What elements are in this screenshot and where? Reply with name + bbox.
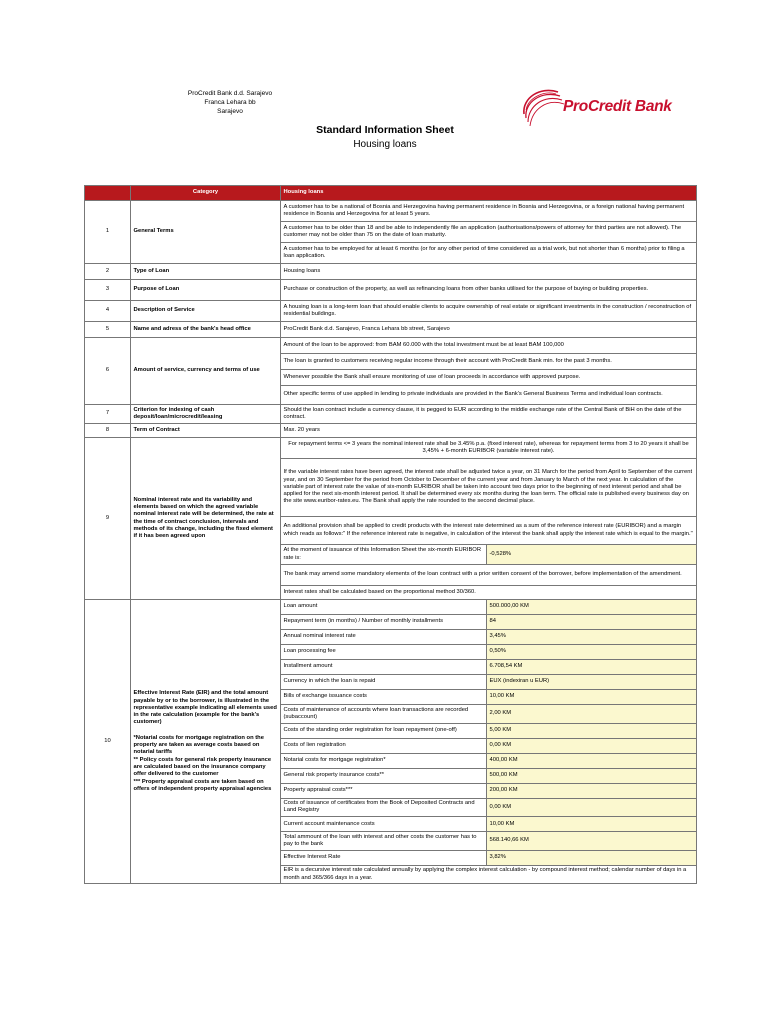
row-number: 7 bbox=[85, 405, 131, 424]
header-housing-loans: Housing loans bbox=[281, 186, 697, 201]
row-text: Other specific terms of use applied in lending to private individuals are provided in the Bank's General Business Terms and individual loan contracts. bbox=[281, 386, 697, 405]
row-text: The loan is granted to customers receiving regular income through their account with ProCredit Bank min. for the past 3 months. bbox=[281, 354, 697, 370]
example-label: Effective Interest Rate bbox=[281, 850, 487, 865]
row-text: Housing loans bbox=[281, 264, 697, 280]
row-label bbox=[131, 600, 281, 884]
row-label: Purpose of Loan bbox=[131, 280, 281, 301]
example-label: Bills of exchange issuance costs bbox=[281, 690, 487, 705]
row-text: A customer has to be employed for at least 6 months (or for any other period of time considered as a trial work, but not shorter than 6 months) prior to filing a loan application. bbox=[281, 243, 697, 264]
table-row bbox=[85, 322, 697, 338]
example-label: Property appraisal costs*** bbox=[281, 783, 487, 798]
table-row bbox=[85, 338, 697, 354]
row-label: Amount of service, currency and terms of use bbox=[131, 338, 281, 405]
row-label: Nominal interest rate and its variability and elements based on which the agreed variable nominal interest rate will be determined, the rate at the time of contract conclusion, intervals and methods of its change, including the fixed element if it has been agreed upon bbox=[131, 438, 281, 600]
euribor-value: -0,528% bbox=[487, 545, 697, 565]
row-label: Criterion for indexing of cash deposit/loan/microcredit/leasing bbox=[131, 405, 281, 424]
insurance-footnote: ** Policy costs for general risk property insurance are calculated based on the insurance company offer delivered to the customer bbox=[133, 756, 272, 778]
address-line-1: ProCredit Bank d.d. Sarajevo bbox=[187, 90, 273, 97]
table-row bbox=[85, 201, 697, 222]
notarial-footnote: *Notarial costs for mortgage registration on the property are taken as average costs based on notarial tariffs bbox=[133, 734, 264, 756]
example-label: Installment amount bbox=[281, 660, 487, 675]
example-value: 2,00 KM bbox=[487, 705, 697, 724]
table-row bbox=[85, 264, 697, 280]
example-value: 200,00 KM bbox=[487, 783, 697, 798]
row-text: A customer has to be older than 18 and be able to independently file an application (authorisations/powers of attorney for third parties are not allowed). The customer may not be older than 75 on the date of loan maturity. bbox=[281, 222, 697, 243]
row-number: 1 bbox=[85, 201, 131, 264]
row-text: ProCredit Bank d.d. Sarajevo, Franca Lehara bb street, Sarajevo bbox=[281, 322, 697, 338]
example-value: 0,00 KM bbox=[487, 798, 697, 817]
example-value: 10,00 KM bbox=[487, 817, 697, 832]
row-text: Interest rates shall be calculated based on the proportional method 30/360. bbox=[281, 586, 697, 600]
info-table bbox=[84, 185, 697, 884]
eir-note: EIR is a decursive interest rate calculated annually by applying the complex interest calculation - by compound interest method; calendar number of days in a month and 365/366 days in a year. bbox=[281, 865, 697, 884]
example-label: Costs of maintenance of accounts where loan transactions are recorded (subaccount) bbox=[281, 705, 487, 724]
example-value: 3,82% bbox=[487, 850, 697, 865]
row-label: Name and adress of the bank's head office bbox=[131, 322, 281, 338]
header-category: Category bbox=[131, 186, 281, 201]
example-value: 84 bbox=[487, 615, 697, 630]
example-value: 3,45% bbox=[487, 630, 697, 645]
row-number: 5 bbox=[85, 322, 131, 338]
row-text: If the variable interest rates have been agreed, the interest rate shall be adjusted twice a year, on 31 March for the period from April to September of the current year, and on 30 September for the period from October to December of the current year and from January to March of the next year. In calculation of the variable part of interest rate the value of six-month EURIBOR shall be taken into account two days prior to the beginning of next interest period and shall be applied for the next six-month interest period. It shall be determined every six months during the loan term. The official rate is published every business day on the site www.euribor-rates.eu. The Bank shall apply the rate rounded to the second decimal place. bbox=[281, 459, 697, 517]
table-row bbox=[85, 600, 697, 615]
row-label: Term of Contract bbox=[131, 424, 281, 438]
table-row bbox=[85, 438, 697, 459]
table-row bbox=[85, 280, 697, 301]
example-value: 0,50% bbox=[487, 645, 697, 660]
row-text: A housing loan is a long-term loan that should enable clients to acquire ownership of real estate or significant investments in the construction / reconstruction of residential buildings. bbox=[281, 301, 697, 322]
address-line-3: Sarajevo bbox=[217, 108, 243, 115]
example-value: 6.708,54 KM bbox=[487, 660, 697, 675]
example-value: 500.000,00 KM bbox=[487, 600, 697, 615]
example-label: Costs of issuance of certificates from the Book of Deposited Contracts and Land Registry bbox=[281, 798, 487, 817]
row-text: A customer has to be a national of Bosnia and Herzegovina having permanent residence in Bosnia and Herzegovina, or a foreign national having permanent residence in Bosnia and Herzegovina for at least 5 years. bbox=[281, 201, 697, 222]
page-title: Standard Information Sheet bbox=[316, 124, 454, 136]
table-header-row bbox=[85, 186, 697, 201]
row-label: Description of Service bbox=[131, 301, 281, 322]
appraisal-footnote: *** Property appraisal costs are taken based on offers of independent property appraisal agencies bbox=[133, 778, 272, 792]
row-text: Should the loan contract include a currency clause, it is pegged to EUR according to the middle exchange rate of the Central Bank of BiH on the date of the contract. bbox=[281, 405, 697, 424]
address-line-2: Franca Lehara bb bbox=[204, 99, 256, 106]
example-value: 5,00 KM bbox=[487, 723, 697, 738]
row-text: Max. 20 years bbox=[281, 424, 697, 438]
row-number: 3 bbox=[85, 280, 131, 301]
example-label: Current account maintenance costs bbox=[281, 817, 487, 832]
example-label: Total ammount of the loan with interest and other costs the customer has to pay to the bank bbox=[281, 832, 487, 851]
row-number: 8 bbox=[85, 424, 131, 438]
example-label: Annual nominal interest rate bbox=[281, 630, 487, 645]
row-label: General Terms bbox=[131, 201, 281, 264]
euribor-label: At the moment of issuance of this Information Sheet the six-month EURIBOR rate is: bbox=[281, 545, 487, 565]
row-text: Amount of the loan to be approved: from BAM 60.000 with the total investment must be at least BAM 100,000 bbox=[281, 338, 697, 354]
table-row bbox=[85, 424, 697, 438]
row-text: An additional provision shall be applied to credit products with the interest rate determined as a sum of the reference interest rate (EURIBOR) and a margin which reads as follows:" If the reference interest rate is negative, in calculation of the interest the bank shall apply the interest rate which is equal to the margin." bbox=[281, 517, 697, 545]
example-value: 400,00 KM bbox=[487, 753, 697, 768]
bank-address bbox=[150, 89, 310, 116]
example-value: 0,00 KM bbox=[487, 738, 697, 753]
example-label: Repayment term (in months) / Number of monthly installments bbox=[281, 615, 487, 630]
logo-text: ProCredit Bank bbox=[563, 98, 672, 115]
row-number: 10 bbox=[85, 600, 131, 884]
row-label: Type of Loan bbox=[131, 264, 281, 280]
example-value: 10,00 KM bbox=[487, 690, 697, 705]
example-value: 500,00 KM bbox=[487, 768, 697, 783]
page-subtitle: Housing loans bbox=[353, 139, 417, 150]
example-label: Costs of the standing order registration for loan repayment (one-off) bbox=[281, 723, 487, 738]
example-label: Notarial costs for mortgage registration* bbox=[281, 753, 487, 768]
table-row bbox=[85, 405, 697, 424]
example-label: Loan amount bbox=[281, 600, 487, 615]
example-label: Loan processing fee bbox=[281, 645, 487, 660]
header-blank bbox=[85, 186, 131, 201]
example-label: Costs of lien registration bbox=[281, 738, 487, 753]
row-number: 9 bbox=[85, 438, 131, 600]
table-row bbox=[85, 301, 697, 322]
example-label: Currency in which the loan is repaid bbox=[281, 675, 487, 690]
eir-label: Effective Interest Rate (EIR) and the total amount payable by or to the borrower, is illustrated in the representative example indicating all elements used in the rate calculation (example for the bank's customer) bbox=[133, 690, 277, 726]
row-text: The bank may amend some mandatory elements of the loan contract with a prior written consent of the borrower, before implementation of the amendment. bbox=[281, 565, 697, 586]
row-number: 6 bbox=[85, 338, 131, 405]
example-value: EUX (indexiran u EUR) bbox=[487, 675, 697, 690]
row-number: 4 bbox=[85, 301, 131, 322]
row-text: For repayment terms <= 3 years the nominal interest rate shall be 3.45% p.a. (fixed interest rate), whereas for repayment terms from 3 to 20 years it shall be 3,45% + 6-month EURIBOR (variable interest rate). bbox=[281, 438, 697, 459]
example-value: 568.140,66 KM bbox=[487, 832, 697, 851]
example-label: General risk property insurance costs** bbox=[281, 768, 487, 783]
row-number: 2 bbox=[85, 264, 131, 280]
row-text: Purchase or construction of the property, as well as refinancing loans from other banks utilised for the purpose of buying or building properties. bbox=[281, 280, 697, 301]
row-text: Whenever possible the Bank shall ensure monitoring of use of loan proceeds in accordance with approved purpose. bbox=[281, 370, 697, 386]
